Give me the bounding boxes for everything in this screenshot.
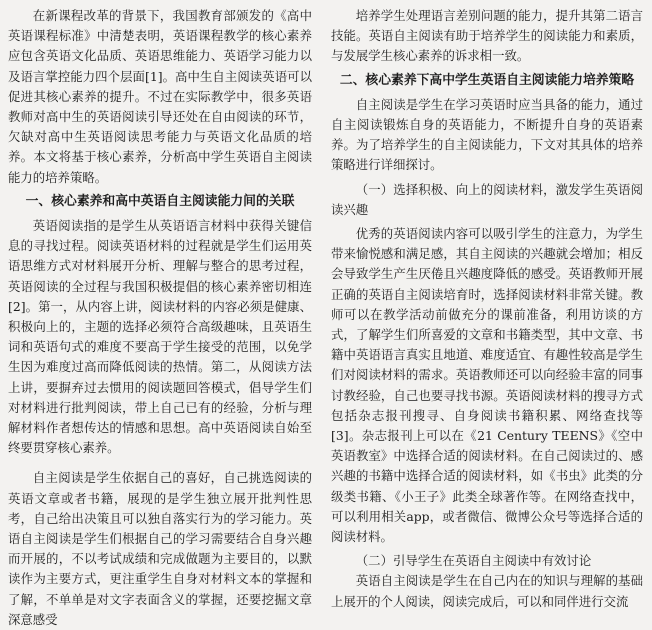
section1-paragraph-1: 英语阅读指的是学生从英语语言材料中获得关键信息的寻找过程。阅读英语材料的过程就是学生们运用英语思维方式对材料展开分析、理解与整合的思考过程，英语阅读的全过程与我国积极提倡的核心素养密切相连[2]。第一，从内容上讲，阅读材料的内容必须是健康、积极向上的，主题的选择必须符合高级趣味，且英语生词和英语句式的难度不要高于学生接受的范围，以免学生因为难度过高而降低阅读的热情。第二，从阅读方法上讲，要摒弃过去惯用的阅读题回答模式，倡导学生们对材料进行批判阅读，带上自己已有的经验，分析与理解材料作者想传达的情感和思想。高中英语阅读自始至终要贯穿核心素养。 <box>8 218 312 456</box>
left-column <box>8 6 312 630</box>
section1-paragraph-2: 自主阅读是学生依据自己的喜好，自己挑选阅读的英语文章或者书籍，展现的是学生独立展开批判性思考，自己给出决策且可以独自落实行为的学习能力。英语自主阅读是学生们根据自己的学习需要结合自身兴趣而开展的，不以考试成绩和完成做题为主要目的，以默读作为主要方式，更注重学生自身对材料文本的掌握和了解，不单单是对文字表面含义的掌握，还要挖掘文章深意感受 <box>8 470 312 627</box>
section1-paragraph-end: 培养学生处理语言差别问题的能力，提升其第二语言技能。英语自主阅读有助于培养学生的阅读能力和素质，与发展学生核心素养的诉求相一致。 <box>331 8 643 64</box>
section2-intro-paragraph: 自主阅读是学生在学习英语时应当具备的能力，通过自主阅读锻炼自身的英语能力，不断提升自身的英语素养。为了培养学生的自主阅读能力，下文对其具体的培养策略进行详细探讨。 <box>331 96 643 173</box>
subsection1-paragraph: 优秀的英语阅读内容可以吸引学生的注意力，为学生带来愉悦感和满足感，其自主阅读的兴趣就会增加；相反会导致学生产生厌倦且兴趣度降低的感受。英语教师开展正确的英语自主阅读培育时，选择阅读材料非常关键。教师可以在教学活动前做充分的课前准备，利用访谈的方式，了解学生们所喜爱的文章和书籍类型，其中文章、书籍中英语语言真实且地道、难度适宜、有趣性较高是学生们对阅读材料的需求。英语教师还可以向经验丰富的同事讨教经验，自己也要寻找书源。英语阅读材料的搜寻方式包括杂志报刊搜寻、自身阅读书籍积累、网络查找等[3]。杂志报刊上可以在《21 Century TEENS》《空中英语教室》中选择合适的阅读材料。在自己阅读过的、感兴趣的书籍中选择合适的阅读材料，如《书虫》此类的分级类书籍、《小王子》此类全球著作等。在网络查找中，可以利用相关app，或者微信、微博公众号等选择合适的阅读材料。 <box>331 226 643 545</box>
right-column <box>331 6 643 612</box>
intro-paragraph: 在新课程改革的背景下，我国教育部颁发的《高中英语课程标准》中清楚表明，英语课程教学的核心素养应包含英语文化品质、英语思维能力、英语学习能力以及语言掌控能力四个层面[1]。高中生自主阅读英语可以促进其核心素养的提升。不过在实际教学中，很多英语教师对高中生的英语阅读引导还处在自由阅读的环节，欠缺对高中生英语阅读思考能力与英语文化品质的培养。本文将基于核心素养，分析高中学生英语自主阅读能力的培养策略。 <box>8 8 312 185</box>
subsection2-paragraph: 英语自主阅读是学生在自己内在的知识与理解的基础上展开的个人阅读，阅读完成后，可以和同伴进行交流 <box>331 573 643 609</box>
subsection-heading-1: （一）选择积极、向上的阅读材料，激发学生英语阅读兴趣 <box>331 181 643 217</box>
section-heading-1: 一、核心素养和高中英语自主阅读能力间的关联 <box>25 193 295 209</box>
section-heading-2: 二、核心素养下高中学生英语自主阅读能力培养策略 <box>339 72 635 88</box>
subsection-heading-2: （二）引导学生在英语自主阅读中有效讨论 <box>355 553 592 569</box>
